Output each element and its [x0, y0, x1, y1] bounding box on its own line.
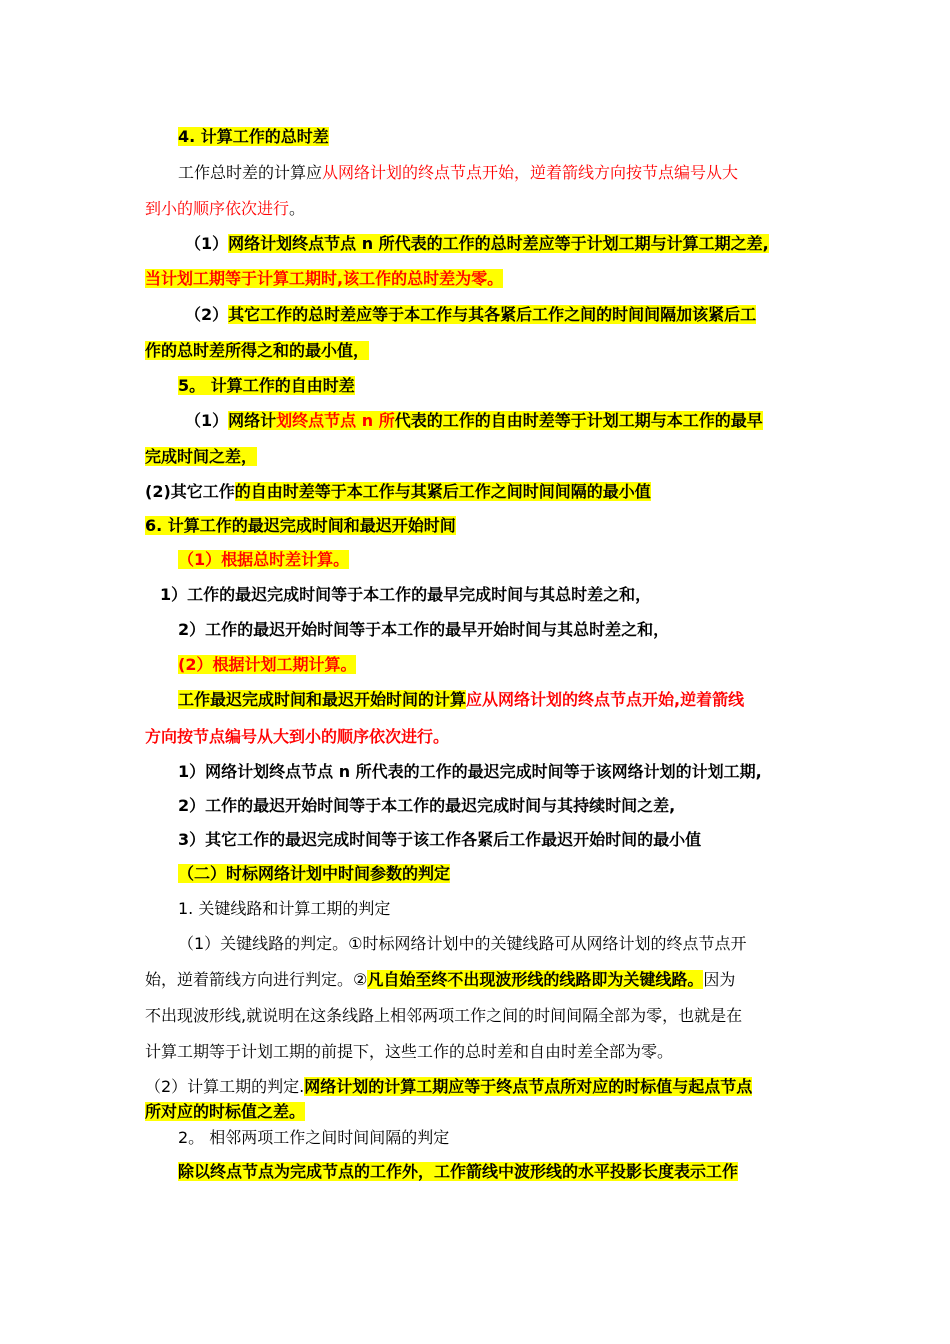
text-run-highlighted: 的自由时差等于本工作与其紧后工作之间时间间隔的最小值	[234, 482, 651, 501]
text-run-red: 到小的顺序依次进行	[145, 199, 290, 218]
text-run: 1）工作的最迟完成时间等于本工作的最早完成时间与其总时差之和，	[160, 585, 652, 604]
text-run-red: 方向按节点编号从大到小的顺序依次进行。	[145, 727, 450, 746]
text-run-highlighted: 网络计	[228, 411, 277, 430]
heading-text: 4. 计算工作的总时差	[178, 127, 329, 146]
heading-late-times	[145, 516, 810, 536]
paragraph-line	[145, 1042, 810, 1062]
text-run: 计算工期等于计划工期的前提下，这些工作的总时差和自由时差全部为零。	[145, 1042, 674, 1061]
paragraph-line	[145, 482, 810, 502]
text-run: 始，逆着箭线方向进行判定。②	[145, 970, 368, 989]
paragraph-line	[145, 727, 810, 747]
subheading-time-interval	[178, 1128, 843, 1148]
paragraph-line	[145, 1102, 810, 1122]
text-run-highlighted: 代表的工作的自由时差等于计划工期与本工作的最早	[394, 411, 763, 430]
text-run-highlighted: 所对应的时标值之差。	[145, 1102, 306, 1121]
paragraph-line	[145, 269, 810, 289]
text-run: 工作总时差的计算应	[178, 163, 323, 182]
paragraph-line	[160, 585, 825, 605]
text-run-highlighted: 网络计划终点节点 n 所代表的工作的总时差应等于计划工期与计算工期之差,	[228, 234, 769, 253]
paragraph-line	[178, 830, 843, 850]
text-run: 不出现波形线,就说明在这条线路上相邻两项工作之间的时间间隔全部为零，也就是在	[145, 1006, 743, 1025]
text-run: (2)其它工作	[145, 482, 235, 501]
text-run-red: 从网络计划的终点节点开始，逆着箭线方向按节点编号从大	[322, 163, 739, 182]
subheading-critical-path	[178, 899, 843, 919]
text-run-highlighted: 作的总时差所得之和的最小值，	[145, 341, 370, 360]
heading-text: 5。 计算工作的自由时差	[178, 376, 355, 395]
paragraph-line	[145, 447, 810, 467]
paragraph-line	[145, 1077, 810, 1097]
text-run: 2。 相邻两项工作之间时间间隔的判定	[178, 1128, 450, 1147]
heading-time-scaled-network	[178, 864, 843, 884]
paragraph-line	[178, 163, 843, 183]
text-run-red-highlighted: 划终点节点 n 所	[276, 411, 395, 430]
text-run-red-highlighted: (2）根据计划工期计算。	[178, 655, 357, 674]
text-run: 因为	[703, 970, 736, 989]
paragraph-line	[185, 305, 850, 325]
text-run-red: 应从网络计划的终点节点开始,逆着箭线	[466, 690, 745, 709]
text-run: 3）其它工作的最迟完成时间等于该工作各紧后工作最迟开始时间的最小值	[178, 830, 702, 849]
paragraph-line	[178, 796, 843, 816]
text-run-red-highlighted: 当计划工期等于计算工期时,该工作的总时差为零。	[145, 269, 504, 288]
text-run-highlighted: 凡自始至终不出现波形线的线路即为关键线路。	[367, 970, 704, 989]
paragraph-line	[178, 934, 843, 954]
paragraph-line	[145, 970, 810, 990]
paragraph-line	[185, 234, 850, 254]
text-run-highlighted: 除以终点节点为完成节点的工作外，工作箭线中波形线的水平投影长度表示工作	[178, 1162, 739, 1181]
paragraph-line	[178, 620, 843, 640]
text-run: 2）工作的最迟开始时间等于本工作的最迟完成时间与其持续时间之差,	[178, 796, 676, 815]
paragraph-line	[145, 341, 810, 361]
heading-text: 6. 计算工作的最迟完成时间和最迟开始时间	[145, 516, 456, 535]
paragraph-line	[145, 199, 810, 219]
paragraph-line	[185, 411, 850, 431]
text-run-highlighted: 其它工作的总时差应等于本工作与其各紧后工作之间的时间间隔加该紧后工	[228, 305, 757, 324]
text-run: 。	[289, 199, 306, 218]
text-run-highlighted: 完成时间之差，	[145, 447, 258, 466]
text-run: 1. 关键线路和计算工期的判定	[178, 899, 391, 918]
heading-free-float	[178, 376, 843, 396]
list-marker: （1）	[185, 411, 229, 430]
heading-text: （二）时标网络计划中时间参数的判定	[178, 864, 451, 883]
list-marker: （1）	[185, 234, 229, 253]
text-run: 1）网络计划终点节点 n 所代表的工作的最迟完成时间等于该网络计划的计划工期,	[178, 762, 762, 781]
text-run-highlighted: 网络计划的计算工期应等于终点节点所对应的时标值与起点节点	[304, 1077, 753, 1096]
text-run: （1）关键线路的判定。①时标网络计划中的关键线路可从网络计划的终点节点开	[178, 934, 747, 953]
paragraph-line	[145, 1006, 810, 1026]
text-run: 2）工作的最迟开始时间等于本工作的最早开始时间与其总时差之和，	[178, 620, 670, 639]
text-run: （2）计算工期的判定.	[145, 1077, 305, 1096]
subheading-by-total-float	[178, 550, 843, 570]
subheading-by-planned-duration	[178, 655, 843, 675]
heading-total-float	[178, 127, 843, 147]
text-run-highlighted: 工作最迟完成时间和最迟开始时间的计算	[178, 690, 467, 709]
text-run-red-highlighted: （1）根据总时差计算。	[178, 550, 350, 569]
list-marker: （2）	[185, 305, 229, 324]
paragraph-line	[178, 690, 843, 710]
paragraph-line	[178, 762, 843, 782]
paragraph-line	[178, 1162, 843, 1182]
